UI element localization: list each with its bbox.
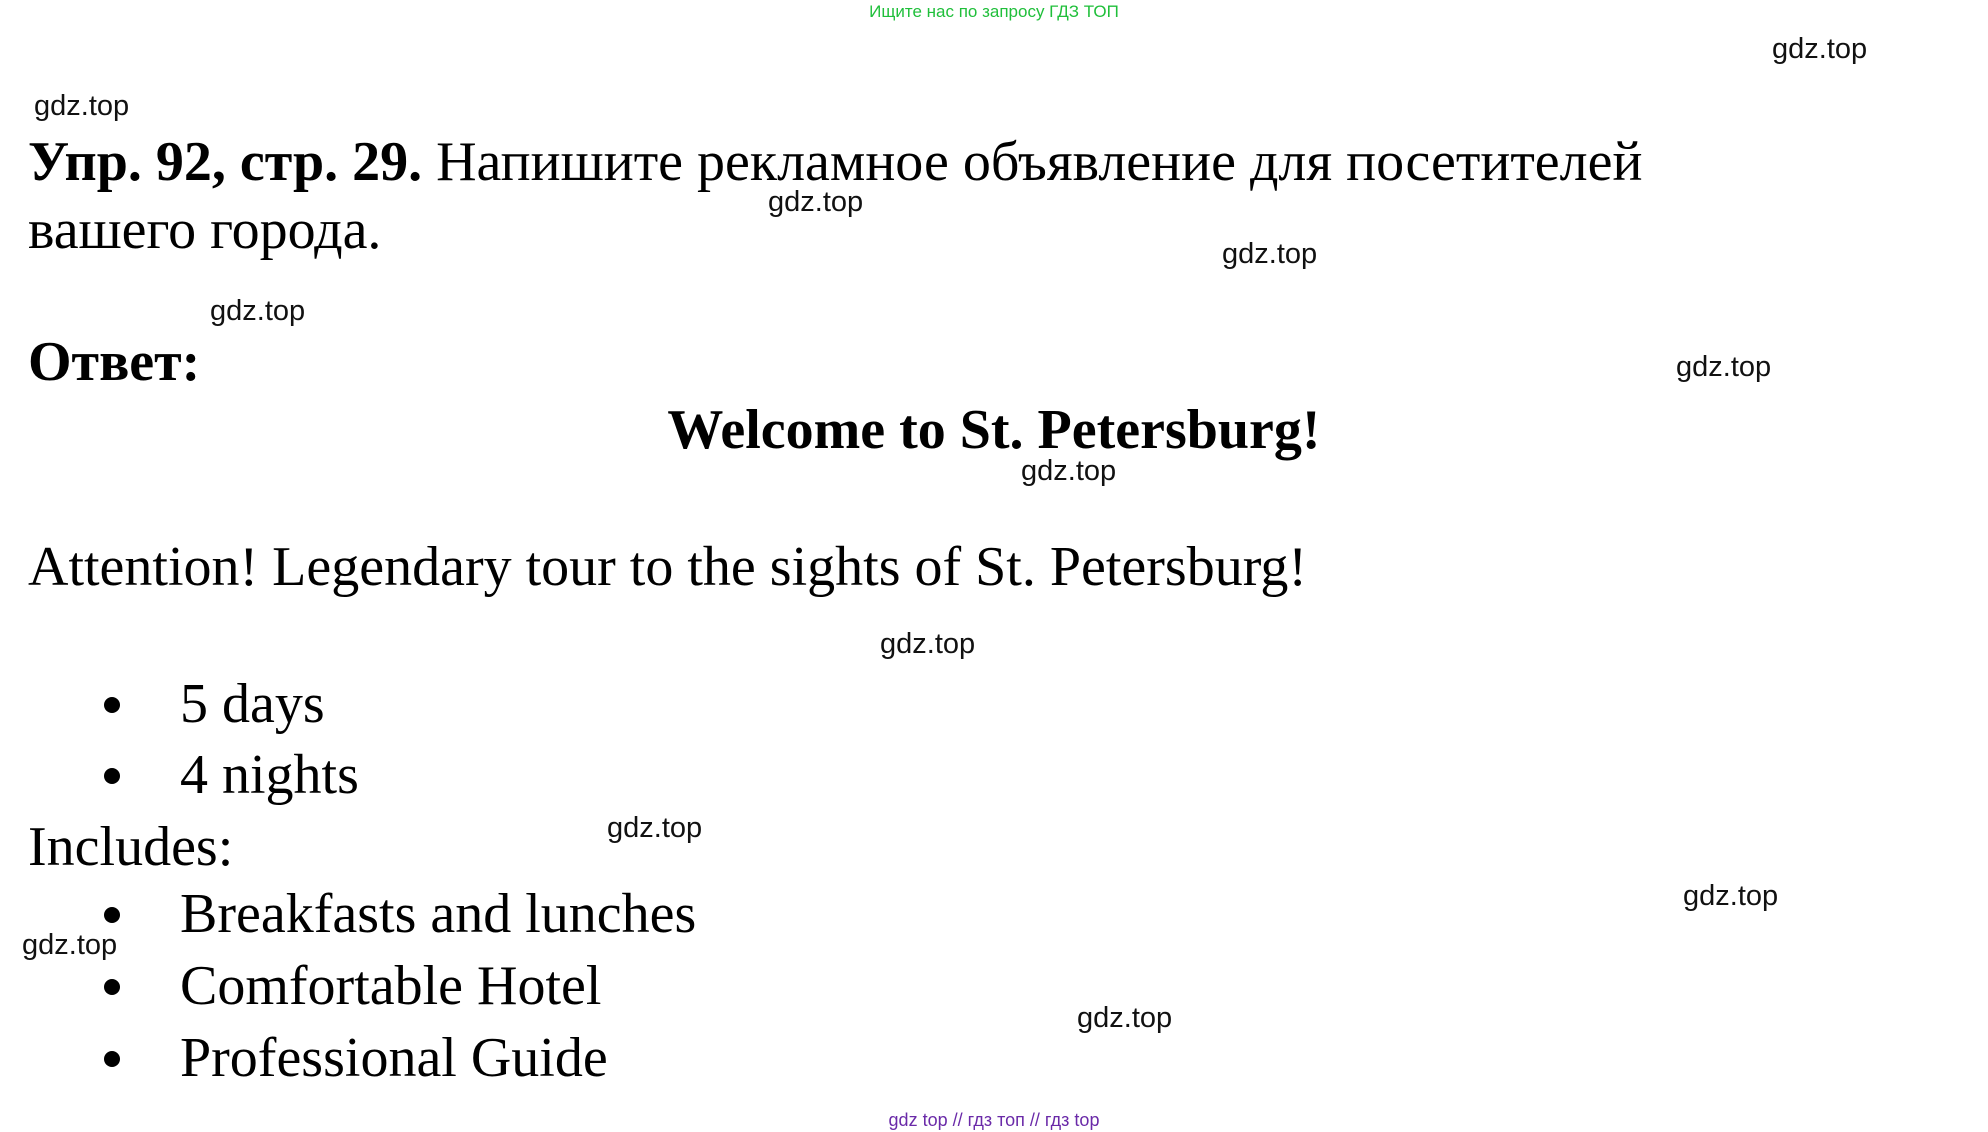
- task-text: [28, 128, 1642, 264]
- ad-line: Attention! Legendary tour to the sights of St. Petersburg!: [28, 536, 1307, 598]
- footer-links[interactable]: gdz top // гдз топ // гдз top: [888, 1110, 1100, 1130]
- list-item-text: Professional Guide: [180, 1027, 608, 1089]
- watermark: gdz.top: [880, 628, 976, 660]
- list-item: [104, 672, 325, 736]
- watermark: gdz.top: [210, 295, 306, 327]
- answer-label: Ответ:: [28, 331, 201, 393]
- watermark: gdz.top: [768, 186, 864, 218]
- watermark: gdz.top: [1021, 455, 1117, 487]
- top-banner: Ищите нас по запросу ГДЗ ТОП: [869, 2, 1119, 21]
- watermark: gdz.top: [607, 812, 703, 844]
- task-line-2: вашего города.: [28, 199, 382, 261]
- watermark: gdz.top: [1772, 33, 1868, 65]
- list-item: [104, 954, 601, 1018]
- list-item: [104, 1026, 608, 1090]
- bullet-icon: [104, 907, 120, 923]
- watermark: gdz.top: [34, 90, 130, 122]
- list-item-text: Breakfasts and lunches: [180, 883, 697, 945]
- list-item: [104, 743, 359, 807]
- task-number: Упр. 92, стр. 29.: [28, 131, 423, 193]
- watermark: gdz.top: [1077, 1002, 1173, 1034]
- list-item-text: 5 days: [180, 673, 325, 735]
- list-item-text: Comfortable Hotel: [180, 955, 602, 1017]
- watermark: gdz.top: [1683, 880, 1779, 912]
- watermark: gdz.top: [1222, 238, 1318, 270]
- watermark: gdz.top: [22, 929, 118, 961]
- list-item: [104, 882, 696, 946]
- bullet-icon: [104, 1051, 120, 1067]
- watermark: gdz.top: [1676, 351, 1772, 383]
- list-item-text: 4 nights: [180, 744, 359, 806]
- includes-label: Includes:: [28, 816, 234, 878]
- ad-title: Welcome to St. Petersburg!: [667, 399, 1321, 461]
- task-line-1: Напишите рекламное объявление для посетителей: [436, 131, 1643, 193]
- bullet-icon: [104, 697, 120, 713]
- bullet-icon: [104, 979, 120, 995]
- bullet-icon: [104, 768, 120, 784]
